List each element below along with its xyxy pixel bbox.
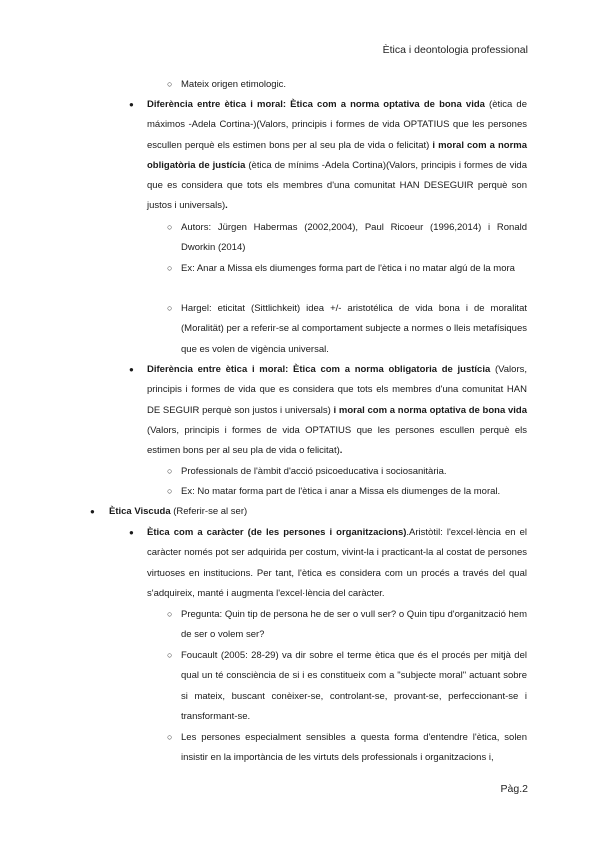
hollow-bullet-icon: ○ — [167, 79, 173, 89]
bold-text: Ètica com a caràcter (de les persones i organitzacions) — [147, 527, 407, 538]
list-item-text — [147, 360, 527, 461]
hollow-bullet-icon: ○ — [167, 486, 173, 496]
bold-text: i moral com a norma optativa de bona vida — [330, 404, 527, 416]
hollow-bullet-icon: ○ — [167, 732, 173, 742]
plain-text: (Valors, principis i formes de vida que es considera que tots els membres d'una comunitat HAN DE SEGUIR perquè son justos i universals) — [147, 364, 528, 416]
bullet-icon: ● — [129, 100, 134, 109]
list-item-text — [147, 95, 527, 217]
plain-text: . — [225, 200, 228, 212]
hollow-bullet-icon: ○ — [167, 222, 173, 232]
list-item-text: Hargel: eticitat (Sittlichkeit) idea +/- aristotélica de vida bona i de moralitat (Moralität) per a referir-se al comportament subjecte a normes o lleis metafísiques que es volen de vigència universal. — [181, 303, 527, 355]
bold-text: Diferència entre ètica i moral: Ètica com a norma optativa de bona vida — [147, 99, 485, 110]
bullet-icon: ● — [129, 528, 134, 537]
plain-text: (ètica de mínims -Adela Cortina)(Valors, principis i formes de vida que es considera que tots els membres d'una comunitat HAN DESEGUIR perquè son justos i universals) — [147, 159, 527, 212]
list-item-text: Autors: Jürgen Habermas (2002,2004), Paul Ricoeur (1996,2014) i Ronald Dworkin (2014) — [181, 222, 527, 254]
list-item-text: Pregunta: Quin tip de persona he de ser o vull ser? o Quin tipu d'organització hem de ser o volem ser? — [181, 609, 527, 641]
list-item-text: Professionals de l'àmbit d'acció psicoeducativa i sociosanitària. — [181, 466, 447, 477]
hollow-bullet-icon: ○ — [167, 466, 173, 476]
plain-text: .Aristòtil: l'excel·lència en el caràcter només pot ser adquirida per costum, vivint-la i practicant-la al costat de persones virtuoses en institucions. Per tant, l'ètica es considera com un procés a través del qual s'adquireix, manté i augmenta l'excel·lència del caràcter. — [147, 527, 527, 599]
list-item-text — [109, 502, 527, 522]
page-number: Pàg.2 — [500, 783, 528, 795]
bold-text: Ètica Viscuda — [109, 506, 171, 517]
bullet-icon: ● — [129, 365, 134, 374]
list-item-text: Mateix origen etimologic. — [181, 79, 287, 90]
list-item-text: Les persones especialment sensibles a questa forma d'entendre l'ètica, solen insistir en la importància de les virtuts dels professionals i organitzacions i, — [181, 732, 527, 764]
hollow-bullet-icon: ○ — [167, 609, 173, 619]
plain-text: (Referir-se al ser) — [170, 506, 248, 517]
hollow-bullet-icon: ○ — [167, 263, 173, 273]
bullet-icon: ● — [90, 507, 95, 516]
hollow-bullet-icon: ○ — [167, 650, 173, 660]
list-item-text: Ex: Anar a Missa els diumenges forma part de l'ètica i no matar algú de la mora — [181, 263, 515, 274]
plain-text: (ètica de máximos -Adela Cortina-)(Valors, principis i formes de vida OPTATIUS que les persones escullen perquè els estimen bons per al seu pla de vida o felicitat) — [147, 99, 527, 151]
page-header: Ètica i deontologia professional — [382, 44, 528, 56]
list-item-text: Ex: No matar forma part de l'ètica i anar a Missa els diumenges de la moral. — [181, 486, 501, 497]
bold-text: i moral com a norma obligatòria de justícia — [147, 139, 527, 171]
list-item-text — [147, 523, 527, 604]
list-item-text: Foucault (2005: 28-29) va dir sobre el terme ètica que és el procés per mitjà del qual un té consciència de si i es constitueix com a "subjecte moral" actuant sobre si mateix, buscant conèixer-se, controlant-se, provant-se, perfeccionant-se i transformant-se. — [181, 650, 527, 722]
bold-text: Diferència entre ètica i moral: Ètica com a norma obligatoria de justícia — [147, 364, 491, 375]
hollow-bullet-icon: ○ — [167, 303, 173, 313]
plain-text: (Valors, principis i formes de vida OPTATIUS que les persones escullen perquè els estimen bons per al seu pla de vida o felicitat) — [147, 424, 527, 457]
plain-text: . — [339, 445, 343, 457]
